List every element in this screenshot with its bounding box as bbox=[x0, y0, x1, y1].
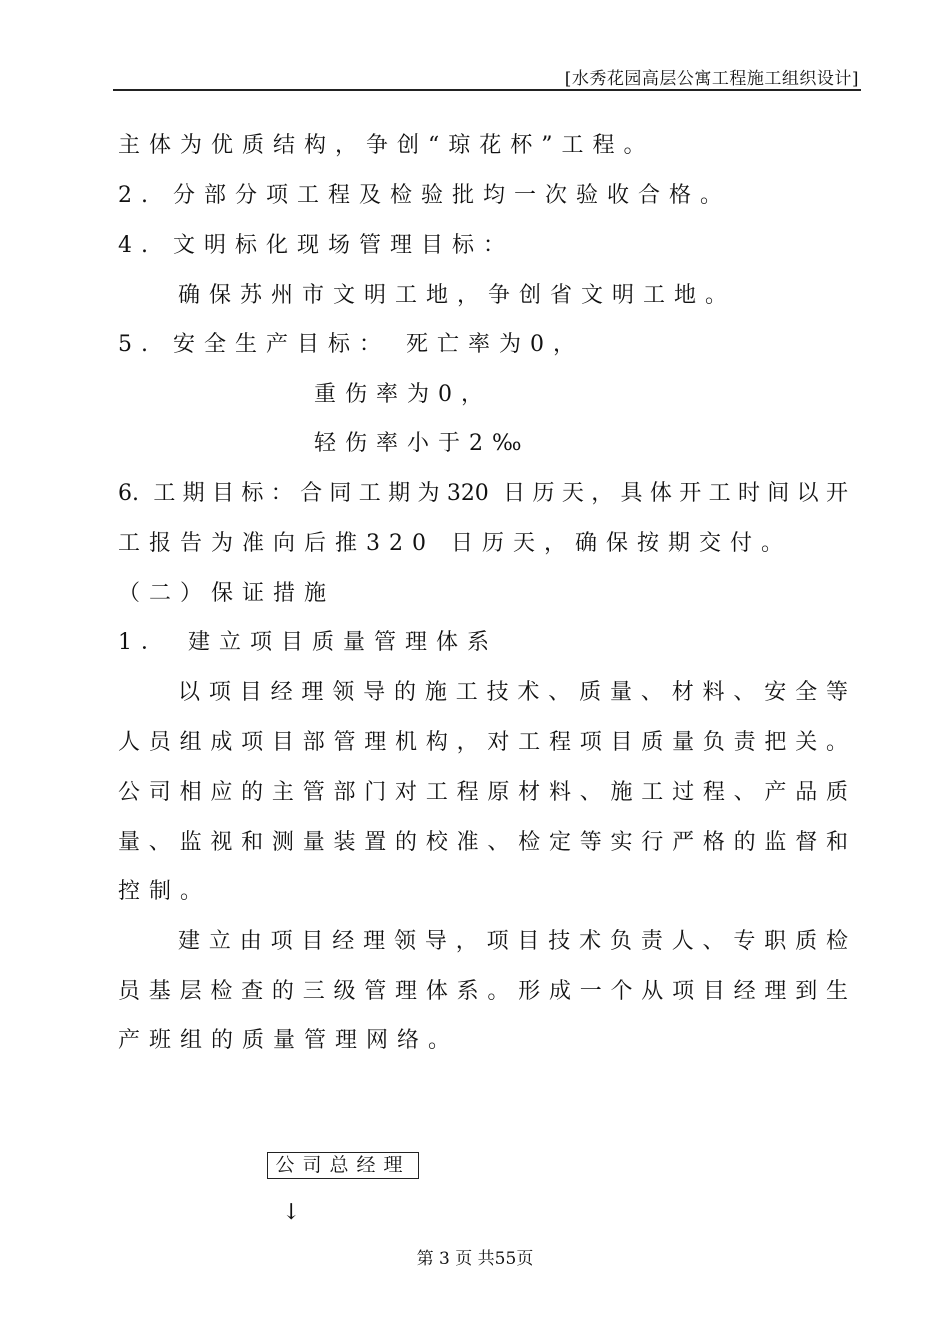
body-line: 确保苏州市文明工地，争创省文明工地。 bbox=[178, 283, 737, 308]
body-line: 以项目经理领导的施工技术、质量、材料、安全等 bbox=[178, 680, 848, 705]
body-line: 工报告为准向后推320 日历天，确保按期交付。 bbox=[118, 531, 792, 556]
header-divider bbox=[113, 89, 861, 91]
body-line: 5. 安全生产目标： 死亡率为0， bbox=[118, 332, 584, 357]
body-line: 轻伤率小于2‰ bbox=[314, 431, 531, 456]
body-line: 公司相应的主管部门对工程原材料、施工过程、产品质 bbox=[118, 780, 848, 805]
page-number: 第 3 页 共55页 bbox=[416, 1249, 534, 1269]
body-line: 6. 工期目标：合同工期为320 日历天，具体开工时间以开 bbox=[118, 481, 848, 506]
body-line: 重伤率为0， bbox=[314, 382, 492, 407]
org-chart-top-box: 公司总经理 bbox=[267, 1152, 419, 1179]
body-line: 员基层检查的三级管理体系。形成一个从项目经理到生 bbox=[118, 979, 848, 1004]
body-line: 2. 分部分项工程及检验批均一次验收合格。 bbox=[118, 183, 731, 208]
down-arrow-icon: ↓ bbox=[282, 1200, 301, 1225]
body-line: 产班组的质量管理网络。 bbox=[118, 1028, 460, 1053]
body-line: 人员组成项目部管理机构，对工程项目质量负责把关。 bbox=[118, 730, 848, 755]
body-line: 控制。 bbox=[118, 879, 212, 904]
document-header: [水秀花园高层公寓工程施工组织设计] bbox=[564, 69, 859, 89]
body-line: 主体为优质结构，争创“琼花杯”工程。 bbox=[118, 133, 655, 158]
body-line: 量、监视和测量装置的校准、检定等实行严格的监督和 bbox=[118, 830, 848, 855]
body-line: 建立由项目经理领导，项目技术负责人、专职质检 bbox=[178, 929, 848, 954]
section-heading: （二）保证措施 bbox=[118, 581, 336, 606]
body-line: 4. 文明标化现场管理目标： bbox=[118, 233, 514, 258]
subsection-heading: 1． 建立项目质量管理体系 bbox=[118, 630, 498, 655]
